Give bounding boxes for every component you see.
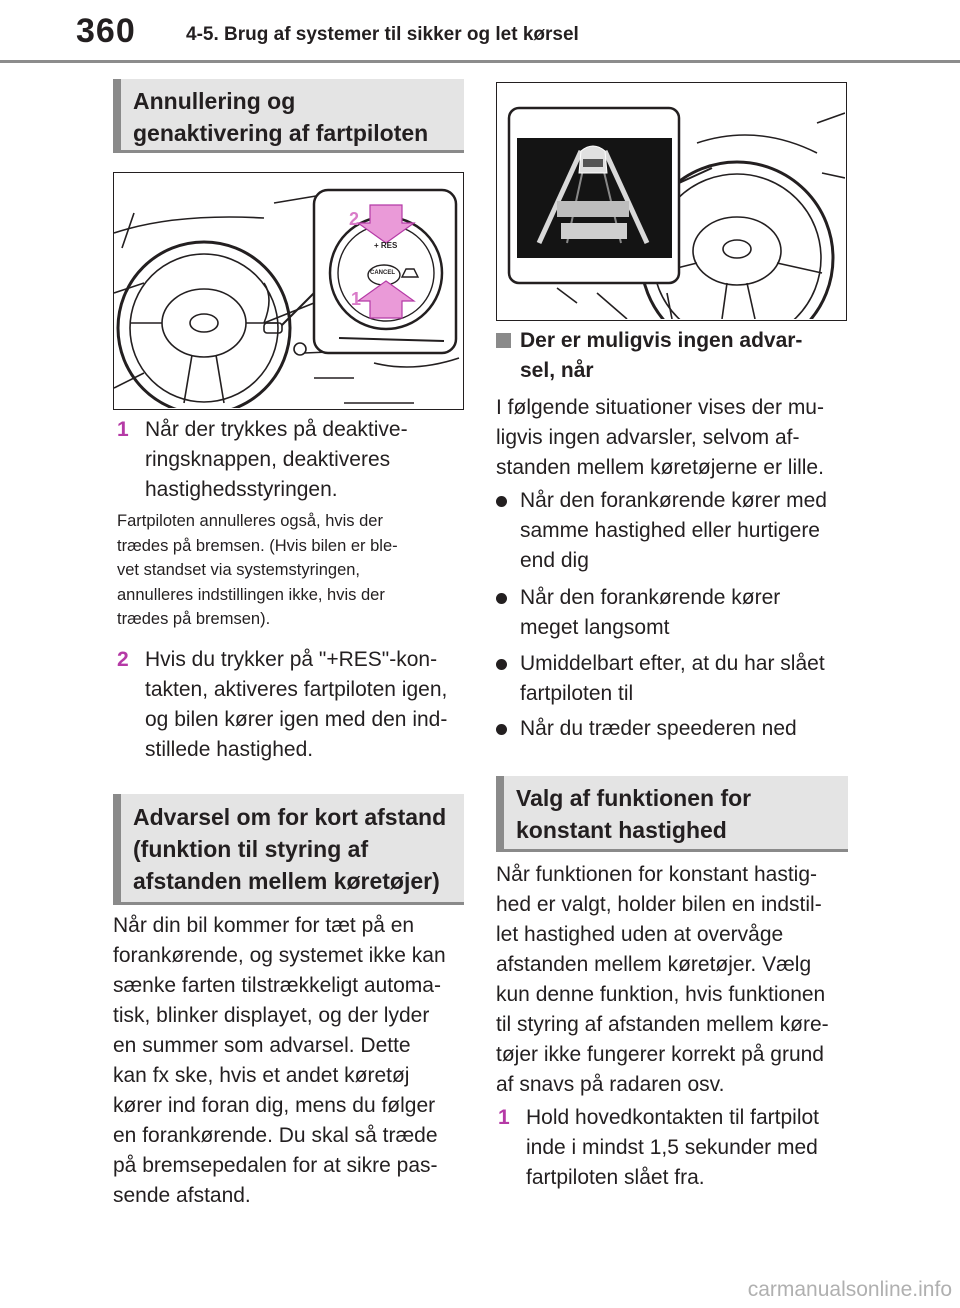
page-number: 360: [76, 12, 136, 50]
dashboard-display-illustration: [496, 82, 847, 321]
text-line: Når funktionen for konstant hastig-: [496, 863, 818, 886]
text-line: sænke farten tilstrækkeligt automa-: [113, 974, 441, 997]
text-line: annulleres indstillingen ikke, hvis der: [117, 585, 385, 604]
text-line: I følgende situationer vises der mu-: [496, 396, 824, 419]
text-line: fartpiloten til: [520, 682, 634, 705]
text-line: stillede hastighed.: [145, 738, 314, 761]
text-line: Når den forankørende kører: [520, 586, 781, 609]
step-2-resume: [117, 645, 462, 767]
text-line: end dig: [520, 549, 589, 572]
subheading-text: [520, 326, 802, 386]
bullet-text: [520, 714, 797, 744]
text-line: sende afstand.: [113, 1184, 251, 1207]
text-line: hed er valgt, holder bilen en indstil-: [496, 893, 822, 916]
section-heading-distance-warning: [113, 794, 464, 905]
text-line: og bilen kører igen med den ind-: [145, 708, 448, 731]
constant-speed-paragraph: [496, 860, 848, 1100]
text-line: kører ind foran dig, mens du følger: [113, 1094, 436, 1117]
text-line: Fartpiloten annulleres også, hvis der: [117, 512, 383, 530]
steering-switch-illustration: [113, 172, 464, 410]
cancel-button-label: CANCEL: [370, 270, 395, 276]
dashboard-drawing: [497, 83, 845, 319]
no-warning-intro: [496, 393, 846, 483]
steering-wheel-drawing: [114, 173, 462, 408]
text-line: Hold hovedkontakten til fartpilot: [526, 1106, 820, 1129]
text-line: Der er muligvis ingen advar-: [520, 329, 803, 352]
text-line: hastighedsstyringen.: [145, 478, 338, 501]
text-line: til styring af afstanden mellem køre-: [496, 1013, 829, 1036]
text-line: trædes på bremsen).: [117, 610, 271, 628]
text-line: ligvis ingen advarsler, selvom af-: [496, 426, 800, 449]
text-line: kun denne funktion, hvis funktionen: [496, 983, 826, 1006]
text-line: trædes på bremsen. (Hvis bilen er ble-: [117, 536, 398, 555]
heading-line: genaktivering af fartpiloten: [133, 120, 429, 146]
text-line: Når der trykkes på deaktive-: [145, 418, 408, 441]
bullet-text: [520, 486, 827, 576]
heading-line: (funktion til styring af: [133, 836, 369, 862]
text-line: Når du træder speederen ned: [520, 717, 797, 740]
text-line: tisk, blinker displayet, og der lyder: [113, 1004, 430, 1027]
bullet-text: [520, 583, 780, 643]
text-line: ringsknappen, deaktiveres: [145, 448, 391, 471]
step-number: 1: [498, 1106, 510, 1129]
bullet-dot-icon: [496, 724, 507, 735]
text-line: samme hastighed eller hurtigere: [520, 519, 820, 542]
text-line: en summer som advarsel. Dette: [113, 1034, 411, 1057]
step-text: [145, 645, 447, 765]
no-warning-subheading: [496, 326, 846, 386]
text-line: meget langsomt: [520, 616, 670, 639]
text-line: Umiddelbart efter, at du har slået: [520, 652, 825, 675]
bullet-dot-icon: [496, 659, 507, 670]
watermark: carmanualsonline.info: [747, 1278, 952, 1301]
header-divider: [0, 60, 960, 63]
step-text: [145, 415, 408, 505]
text-line: sel, når: [520, 359, 594, 382]
text-line: af snavs på radaren osv.: [496, 1073, 725, 1096]
text-line: inde i mindst 1,5 sekunder med: [526, 1136, 818, 1159]
page-header: [0, 0, 960, 64]
heading-line: konstant hastighed: [516, 817, 727, 843]
step-number: 2: [117, 648, 129, 671]
res-button-label: + RES: [374, 241, 398, 250]
distance-warning-paragraph: [113, 911, 465, 1211]
step-text: [526, 1103, 819, 1193]
callout-number-1: 1: [351, 289, 362, 309]
bullet-dot-icon: [496, 593, 507, 604]
section-heading-cancel-resume: [113, 79, 464, 153]
heading-line: Advarsel om for kort afstand: [133, 804, 447, 830]
text-line: afstanden mellem køretøjer. Vælg: [496, 953, 812, 976]
step-1-constant-speed: [498, 1103, 848, 1195]
heading-line: Valg af funktionen for: [516, 785, 752, 811]
heading-line: afstanden mellem køretøjer): [133, 868, 440, 894]
callout-number-2: 2: [349, 209, 360, 229]
section-heading-constant-speed: [496, 776, 848, 852]
text-line: fartpiloten slået fra.: [526, 1166, 705, 1189]
text-line: på bremsepedalen for at sikre pas-: [113, 1154, 438, 1177]
text-line: takten, aktiveres fartpiloten igen,: [145, 678, 448, 701]
text-line: tøjer ikke fungerer korrekt på grund: [496, 1043, 824, 1066]
text-line: Når den forankørende kører med: [520, 489, 827, 512]
text-line: standen mellem køretøjerne er lille.: [496, 456, 824, 479]
step-1-deactivate: [117, 415, 462, 507]
chapter-title: 4-5. Brug af systemer til sikker og let kørsel: [186, 24, 579, 45]
bullet-text: [520, 649, 825, 709]
brake-note: [117, 509, 462, 632]
text-line: let hastighed uden at overvåge: [496, 923, 784, 946]
text-line: kan fx ske, hvis et andet køretøj: [113, 1064, 410, 1087]
text-line: en forankørende. Du skal så træde: [113, 1124, 438, 1147]
text-line: vet standset via systemstyringen,: [117, 561, 361, 579]
step-number: 1: [117, 418, 129, 441]
square-bullet-icon: [496, 333, 511, 348]
text-line: Hvis du trykker på "+RES"-kon-: [145, 648, 438, 671]
bullet-dot-icon: [496, 496, 507, 507]
heading-line: Annullering og: [133, 88, 296, 114]
text-line: Når din bil kommer for tæt på en: [113, 914, 415, 937]
text-line: forankørende, og systemet ikke kan: [113, 944, 446, 967]
